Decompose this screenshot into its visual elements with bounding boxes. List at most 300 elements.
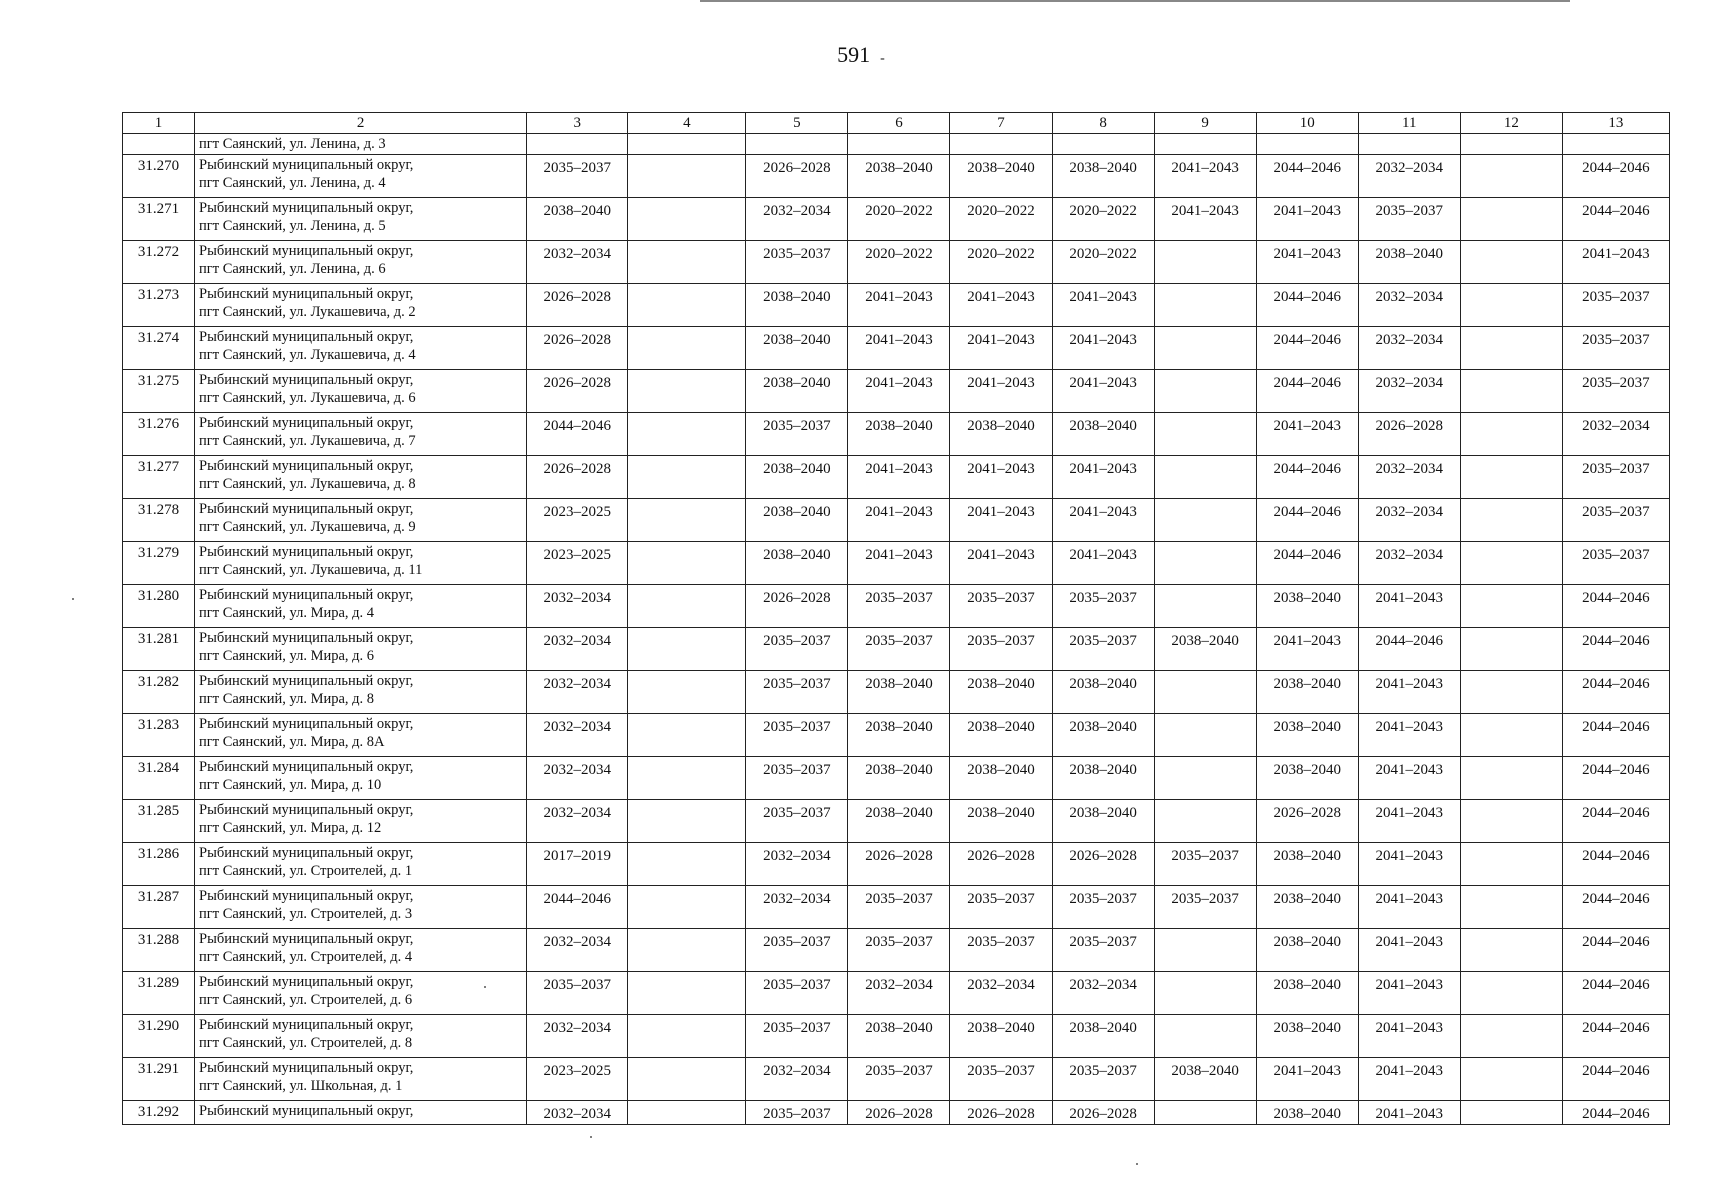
period-cell-4: [628, 241, 746, 284]
period-cell-9: [1154, 972, 1256, 1015]
period-cell-13: 2035–2037: [1562, 456, 1669, 499]
period-cell-4: [628, 284, 746, 327]
table-row: [123, 800, 1670, 843]
address-line-2: пгт Саянский, ул. Мира, д. 6: [199, 648, 375, 664]
address-line-1: Рыбинский муниципальный округ,: [199, 157, 414, 173]
table-row: [123, 1101, 1670, 1125]
period-cell-12: [1460, 585, 1562, 628]
period-cell-10: 2038–2040: [1256, 757, 1358, 800]
table-cell: [950, 134, 1052, 155]
address-line-2: пгт Саянский, ул. Мира, д. 12: [199, 820, 382, 836]
address-cell: [195, 1058, 527, 1101]
period-cell-4: [628, 972, 746, 1015]
period-cell-11: 2032–2034: [1358, 370, 1460, 413]
row-number: 31.291: [123, 1058, 195, 1101]
period-cell-12: [1460, 198, 1562, 241]
period-cell-12: [1460, 843, 1562, 886]
period-cell-13: 2044–2046: [1562, 1101, 1669, 1125]
period-cell-4: [628, 413, 746, 456]
period-cell-8: 2041–2043: [1052, 284, 1154, 327]
column-header: 9: [1154, 113, 1256, 134]
row-number: 31.288: [123, 929, 195, 972]
period-cell-5: 2032–2034: [746, 198, 848, 241]
period-cell-13: 2044–2046: [1562, 671, 1669, 714]
period-cell-12: [1460, 714, 1562, 757]
address-line-2: пгт Саянский, ул. Лукашевича, д. 2: [199, 304, 416, 320]
period-cell-8: 2026–2028: [1052, 1101, 1154, 1125]
period-cell-10: 2044–2046: [1256, 542, 1358, 585]
period-cell-13: 2041–2043: [1562, 241, 1669, 284]
period-cell-5: 2035–2037: [746, 929, 848, 972]
period-cell-6: 2035–2037: [848, 929, 950, 972]
period-cell-5: 2038–2040: [746, 456, 848, 499]
period-cell-3: 2035–2037: [527, 155, 628, 198]
period-cell-11: 2032–2034: [1358, 327, 1460, 370]
row-number: 31.285: [123, 800, 195, 843]
period-cell-9: [1154, 241, 1256, 284]
table-cell: [1460, 134, 1562, 155]
table-cell: [848, 134, 950, 155]
row-number: 31.277: [123, 456, 195, 499]
period-cell-9: [1154, 284, 1256, 327]
period-cell-6: 2041–2043: [848, 327, 950, 370]
period-cell-3: 2038–2040: [527, 198, 628, 241]
row-number: 31.286: [123, 843, 195, 886]
period-cell-10: 2041–2043: [1256, 198, 1358, 241]
table-row: [123, 456, 1670, 499]
table-row: [123, 1015, 1670, 1058]
period-cell-5: 2038–2040: [746, 542, 848, 585]
period-cell-4: [628, 327, 746, 370]
period-cell-6: 2038–2040: [848, 800, 950, 843]
period-cell-13: 2035–2037: [1562, 370, 1669, 413]
address-cell: [195, 843, 527, 886]
period-cell-9: [1154, 413, 1256, 456]
period-cell-7: 2038–2040: [950, 800, 1052, 843]
period-cell-3: 2023–2025: [527, 499, 628, 542]
period-cell-8: 2026–2028: [1052, 843, 1154, 886]
period-cell-6: 2035–2037: [848, 886, 950, 929]
period-cell-9: [1154, 800, 1256, 843]
period-cell-6: 2026–2028: [848, 843, 950, 886]
row-number: 31.279: [123, 542, 195, 585]
period-cell-8: 2035–2037: [1052, 585, 1154, 628]
scan-top-rule: [700, 0, 1570, 2]
period-cell-7: 2041–2043: [950, 370, 1052, 413]
column-header: 12: [1460, 113, 1562, 134]
period-cell-10: 2038–2040: [1256, 1101, 1358, 1125]
address-cell: [195, 886, 527, 929]
period-cell-10: 2041–2043: [1256, 628, 1358, 671]
period-cell-4: [628, 671, 746, 714]
address-line-1: Рыбинский муниципальный округ,: [199, 888, 414, 904]
period-cell-9: [1154, 714, 1256, 757]
period-cell-6: 2038–2040: [848, 714, 950, 757]
period-cell-8: 2041–2043: [1052, 456, 1154, 499]
table-cell: [1154, 134, 1256, 155]
row-number: 31.278: [123, 499, 195, 542]
address-line-1: Рыбинский муниципальный округ,: [199, 544, 414, 560]
period-cell-4: [628, 198, 746, 241]
period-cell-7: 2020–2022: [950, 241, 1052, 284]
table-row: [123, 886, 1670, 929]
address-line-2: пгт Саянский, ул. Строителей, д. 1: [199, 863, 413, 879]
address-cell: [195, 800, 527, 843]
period-cell-7: 2038–2040: [950, 671, 1052, 714]
row-number: 31.276: [123, 413, 195, 456]
period-cell-9: [1154, 585, 1256, 628]
period-cell-7: 2035–2037: [950, 929, 1052, 972]
address-line-2: пгт Саянский, ул. Лукашевича, д. 7: [199, 433, 416, 449]
period-cell-13: 2032–2034: [1562, 413, 1669, 456]
period-cell-5: 2035–2037: [746, 800, 848, 843]
period-cell-9: 2035–2037: [1154, 843, 1256, 886]
page-number-mark: -: [880, 51, 885, 66]
period-cell-12: [1460, 1101, 1562, 1125]
period-cell-9: [1154, 370, 1256, 413]
period-cell-11: 2032–2034: [1358, 542, 1460, 585]
period-cell-7: 2038–2040: [950, 413, 1052, 456]
period-cell-11: 2041–2043: [1358, 714, 1460, 757]
period-cell-4: [628, 542, 746, 585]
address-line-2: пгт Саянский, ул. Ленина, д. 6: [199, 261, 386, 277]
period-cell-5: 2032–2034: [746, 1058, 848, 1101]
column-header: 5: [746, 113, 848, 134]
table-cell: [123, 134, 195, 155]
period-cell-12: [1460, 671, 1562, 714]
period-cell-4: [628, 843, 746, 886]
address-line-2: пгт Саянский, ул. Лукашевича, д. 11: [199, 562, 423, 578]
period-cell-6: 2038–2040: [848, 155, 950, 198]
period-cell-4: [628, 929, 746, 972]
period-cell-6: 2026–2028: [848, 1101, 950, 1125]
period-cell-8: 2038–2040: [1052, 800, 1154, 843]
address-cell: [195, 628, 527, 671]
column-header: 7: [950, 113, 1052, 134]
period-cell-10: 2038–2040: [1256, 671, 1358, 714]
period-cell-10: 2044–2046: [1256, 456, 1358, 499]
period-cell-8: 2038–2040: [1052, 1015, 1154, 1058]
period-cell-12: [1460, 327, 1562, 370]
period-cell-11: 2041–2043: [1358, 843, 1460, 886]
period-cell-13: 2044–2046: [1562, 800, 1669, 843]
address-line-2: пгт Саянский, ул. Строителей, д. 8: [199, 1035, 413, 1051]
column-header: 8: [1052, 113, 1154, 134]
period-cell-13: 2044–2046: [1562, 1015, 1669, 1058]
period-cell-9: [1154, 1101, 1256, 1125]
period-cell-10: 2038–2040: [1256, 972, 1358, 1015]
period-cell-6: 2035–2037: [848, 628, 950, 671]
address-line-1: Рыбинский муниципальный округ,: [199, 1103, 414, 1119]
period-cell-3: 2044–2046: [527, 886, 628, 929]
period-cell-7: 2035–2037: [950, 585, 1052, 628]
period-cell-12: [1460, 284, 1562, 327]
period-cell-9: 2038–2040: [1154, 1058, 1256, 1101]
period-cell-3: 2032–2034: [527, 757, 628, 800]
column-header: 2: [195, 113, 527, 134]
address-cell: [195, 370, 527, 413]
table-row: [123, 327, 1670, 370]
table-row: [123, 241, 1670, 284]
period-cell-8: 2035–2037: [1052, 628, 1154, 671]
address-cell: [195, 198, 527, 241]
address-cell: [195, 413, 527, 456]
column-header: 4: [628, 113, 746, 134]
period-cell-8: 2020–2022: [1052, 241, 1154, 284]
period-cell-13: 2044–2046: [1562, 929, 1669, 972]
period-cell-6: 2041–2043: [848, 456, 950, 499]
table-cell: [746, 134, 848, 155]
address-line-1: Рыбинский муниципальный округ,: [199, 673, 414, 689]
period-cell-5: 2026–2028: [746, 585, 848, 628]
period-cell-11: 2041–2043: [1358, 1015, 1460, 1058]
address-line-2: пгт Саянский, ул. Мира, д. 4: [199, 605, 375, 621]
table-row: [123, 198, 1670, 241]
row-number: 31.287: [123, 886, 195, 929]
period-cell-4: [628, 1058, 746, 1101]
period-cell-9: 2041–2043: [1154, 155, 1256, 198]
period-cell-10: 2038–2040: [1256, 929, 1358, 972]
period-cell-4: [628, 1015, 746, 1058]
row-number: 31.274: [123, 327, 195, 370]
period-cell-5: 2038–2040: [746, 284, 848, 327]
row-number: 31.292: [123, 1101, 195, 1125]
period-cell-13: 2044–2046: [1562, 198, 1669, 241]
period-cell-8: 2038–2040: [1052, 757, 1154, 800]
table-cell: [1562, 134, 1669, 155]
period-cell-6: 2032–2034: [848, 972, 950, 1015]
address-line-1: Рыбинский муниципальный округ,: [199, 974, 414, 990]
continued-address: пгт Саянский, ул. Ленина, д. 3: [195, 134, 527, 155]
row-number: 31.280: [123, 585, 195, 628]
period-cell-6: 2038–2040: [848, 757, 950, 800]
period-cell-10: 2044–2046: [1256, 370, 1358, 413]
period-cell-7: 2035–2037: [950, 886, 1052, 929]
period-cell-5: 2038–2040: [746, 499, 848, 542]
period-cell-5: 2035–2037: [746, 1101, 848, 1125]
period-cell-4: [628, 886, 746, 929]
period-cell-3: 2032–2034: [527, 800, 628, 843]
address-line-1: Рыбинский муниципальный округ,: [199, 587, 414, 603]
column-header: 6: [848, 113, 950, 134]
period-cell-9: [1154, 671, 1256, 714]
address-cell: [195, 671, 527, 714]
table-row: [123, 155, 1670, 198]
period-cell-11: 2041–2043: [1358, 929, 1460, 972]
period-cell-4: [628, 757, 746, 800]
address-line-2: пгт Саянский, ул. Лукашевича, д. 6: [199, 390, 416, 406]
table-row: [123, 1058, 1670, 1101]
period-cell-10: 2038–2040: [1256, 714, 1358, 757]
period-cell-11: 2035–2037: [1358, 198, 1460, 241]
period-cell-9: [1154, 757, 1256, 800]
row-number: 31.290: [123, 1015, 195, 1058]
period-cell-10: 2044–2046: [1256, 327, 1358, 370]
period-cell-6: 2041–2043: [848, 542, 950, 585]
address-line-1: Рыбинский муниципальный округ,: [199, 372, 414, 388]
header-row: [123, 113, 1670, 134]
period-cell-6: 2035–2037: [848, 585, 950, 628]
row-number: 31.273: [123, 284, 195, 327]
period-cell-6: 2041–2043: [848, 284, 950, 327]
period-cell-11: 2032–2034: [1358, 456, 1460, 499]
period-cell-3: 2032–2034: [527, 929, 628, 972]
period-cell-9: 2041–2043: [1154, 198, 1256, 241]
period-cell-5: 2035–2037: [746, 671, 848, 714]
period-cell-6: 2041–2043: [848, 370, 950, 413]
period-cell-13: 2044–2046: [1562, 585, 1669, 628]
period-cell-12: [1460, 456, 1562, 499]
period-cell-10: 2026–2028: [1256, 800, 1358, 843]
period-cell-12: [1460, 1058, 1562, 1101]
period-cell-11: 2041–2043: [1358, 1058, 1460, 1101]
period-cell-9: [1154, 542, 1256, 585]
period-cell-7: 2035–2037: [950, 628, 1052, 671]
period-cell-12: [1460, 757, 1562, 800]
address-line-1: Рыбинский муниципальный округ,: [199, 458, 414, 474]
address-line-2: пгт Саянский, ул. Ленина, д. 4: [199, 175, 386, 191]
table-row: [123, 542, 1670, 585]
row-number: 31.283: [123, 714, 195, 757]
period-cell-5: 2035–2037: [746, 757, 848, 800]
address-line-2: пгт Саянский, ул. Мира, д. 10: [199, 777, 382, 793]
address-line-1: Рыбинский муниципальный округ,: [199, 415, 414, 431]
period-cell-11: 2041–2043: [1358, 800, 1460, 843]
address-cell: [195, 456, 527, 499]
table-row: [123, 628, 1670, 671]
row-number: 31.272: [123, 241, 195, 284]
period-cell-11: 2044–2046: [1358, 628, 1460, 671]
housing-schedule-table: [122, 112, 1670, 1125]
page-number-value: 591: [837, 42, 871, 67]
address-line-2: пгт Саянский, ул. Школьная, д. 1: [199, 1078, 403, 1094]
address-cell: [195, 929, 527, 972]
table-row: [123, 714, 1670, 757]
period-cell-9: 2038–2040: [1154, 628, 1256, 671]
table-row: [123, 284, 1670, 327]
address-cell: [195, 542, 527, 585]
row-number: 31.271: [123, 198, 195, 241]
period-cell-7: 2038–2040: [950, 714, 1052, 757]
column-header: 10: [1256, 113, 1358, 134]
period-cell-3: 2032–2034: [527, 585, 628, 628]
period-cell-8: 2038–2040: [1052, 714, 1154, 757]
address-line-1: Рыбинский муниципальный округ,: [199, 243, 414, 259]
period-cell-3: 2026–2028: [527, 284, 628, 327]
address-line-2: пгт Саянский, ул. Ленина, д. 5: [199, 218, 386, 234]
period-cell-3: 2017–2019: [527, 843, 628, 886]
period-cell-12: [1460, 542, 1562, 585]
table-row: [123, 671, 1670, 714]
period-cell-9: [1154, 456, 1256, 499]
period-cell-7: 2041–2043: [950, 284, 1052, 327]
period-cell-3: 2044–2046: [527, 413, 628, 456]
period-cell-9: [1154, 499, 1256, 542]
period-cell-8: 2035–2037: [1052, 886, 1154, 929]
period-cell-13: 2044–2046: [1562, 155, 1669, 198]
table-row: [123, 370, 1670, 413]
period-cell-7: 2041–2043: [950, 327, 1052, 370]
period-cell-4: [628, 628, 746, 671]
address-line-2: пгт Саянский, ул. Строителей, д. 3: [199, 906, 413, 922]
period-cell-12: [1460, 1015, 1562, 1058]
period-cell-10: 2038–2040: [1256, 843, 1358, 886]
period-cell-12: [1460, 499, 1562, 542]
period-cell-8: 2032–2034: [1052, 972, 1154, 1015]
period-cell-4: [628, 456, 746, 499]
table-row: [123, 843, 1670, 886]
period-cell-13: 2044–2046: [1562, 972, 1669, 1015]
period-cell-8: 2035–2037: [1052, 929, 1154, 972]
address-cell: [195, 585, 527, 628]
period-cell-11: 2041–2043: [1358, 886, 1460, 929]
period-cell-6: 2038–2040: [848, 413, 950, 456]
address-cell: [195, 499, 527, 542]
address-line-2: пгт Саянский, ул. Строителей, д. 6: [199, 992, 413, 1008]
period-cell-3: 2032–2034: [527, 1015, 628, 1058]
continued-row: [123, 134, 1670, 155]
period-cell-8: 2041–2043: [1052, 327, 1154, 370]
period-cell-7: 2032–2034: [950, 972, 1052, 1015]
period-cell-10: 2041–2043: [1256, 1058, 1358, 1101]
address-line-1: Рыбинский муниципальный округ,: [199, 329, 414, 345]
period-cell-4: [628, 800, 746, 843]
period-cell-3: 2032–2034: [527, 714, 628, 757]
address-line-1: Рыбинский муниципальный округ,: [199, 200, 414, 216]
period-cell-10: 2044–2046: [1256, 499, 1358, 542]
period-cell-5: 2035–2037: [746, 1015, 848, 1058]
period-cell-11: 2026–2028: [1358, 413, 1460, 456]
period-cell-11: 2041–2043: [1358, 972, 1460, 1015]
period-cell-13: 2044–2046: [1562, 714, 1669, 757]
period-cell-3: 2032–2034: [527, 628, 628, 671]
row-number: 31.289: [123, 972, 195, 1015]
period-cell-13: 2035–2037: [1562, 284, 1669, 327]
period-cell-13: 2035–2037: [1562, 542, 1669, 585]
period-cell-5: 2035–2037: [746, 241, 848, 284]
address-line-2: пгт Саянский, ул. Лукашевича, д. 4: [199, 347, 416, 363]
row-number: 31.270: [123, 155, 195, 198]
table-cell: [527, 134, 628, 155]
period-cell-4: [628, 585, 746, 628]
period-cell-12: [1460, 628, 1562, 671]
row-number: 31.282: [123, 671, 195, 714]
period-cell-11: 2041–2043: [1358, 671, 1460, 714]
period-cell-13: 2035–2037: [1562, 327, 1669, 370]
period-cell-8: 2041–2043: [1052, 499, 1154, 542]
period-cell-6: 2035–2037: [848, 1058, 950, 1101]
period-cell-7: 2026–2028: [950, 1101, 1052, 1125]
period-cell-5: 2038–2040: [746, 370, 848, 413]
period-cell-8: 2020–2022: [1052, 198, 1154, 241]
period-cell-8: 2041–2043: [1052, 542, 1154, 585]
period-cell-12: [1460, 241, 1562, 284]
period-cell-11: 2032–2034: [1358, 155, 1460, 198]
period-cell-3: 2032–2034: [527, 1101, 628, 1125]
table-row: [123, 757, 1670, 800]
period-cell-13: 2044–2046: [1562, 886, 1669, 929]
period-cell-6: 2038–2040: [848, 671, 950, 714]
row-number: 31.281: [123, 628, 195, 671]
address-cell: [195, 972, 527, 1015]
period-cell-9: [1154, 327, 1256, 370]
address-cell: [195, 714, 527, 757]
period-cell-10: 2038–2040: [1256, 585, 1358, 628]
address-line-1: Рыбинский муниципальный округ,: [199, 802, 414, 818]
period-cell-12: [1460, 413, 1562, 456]
period-cell-3: 2035–2037: [527, 972, 628, 1015]
address-line-1: Рыбинский муниципальный округ,: [199, 1017, 414, 1033]
